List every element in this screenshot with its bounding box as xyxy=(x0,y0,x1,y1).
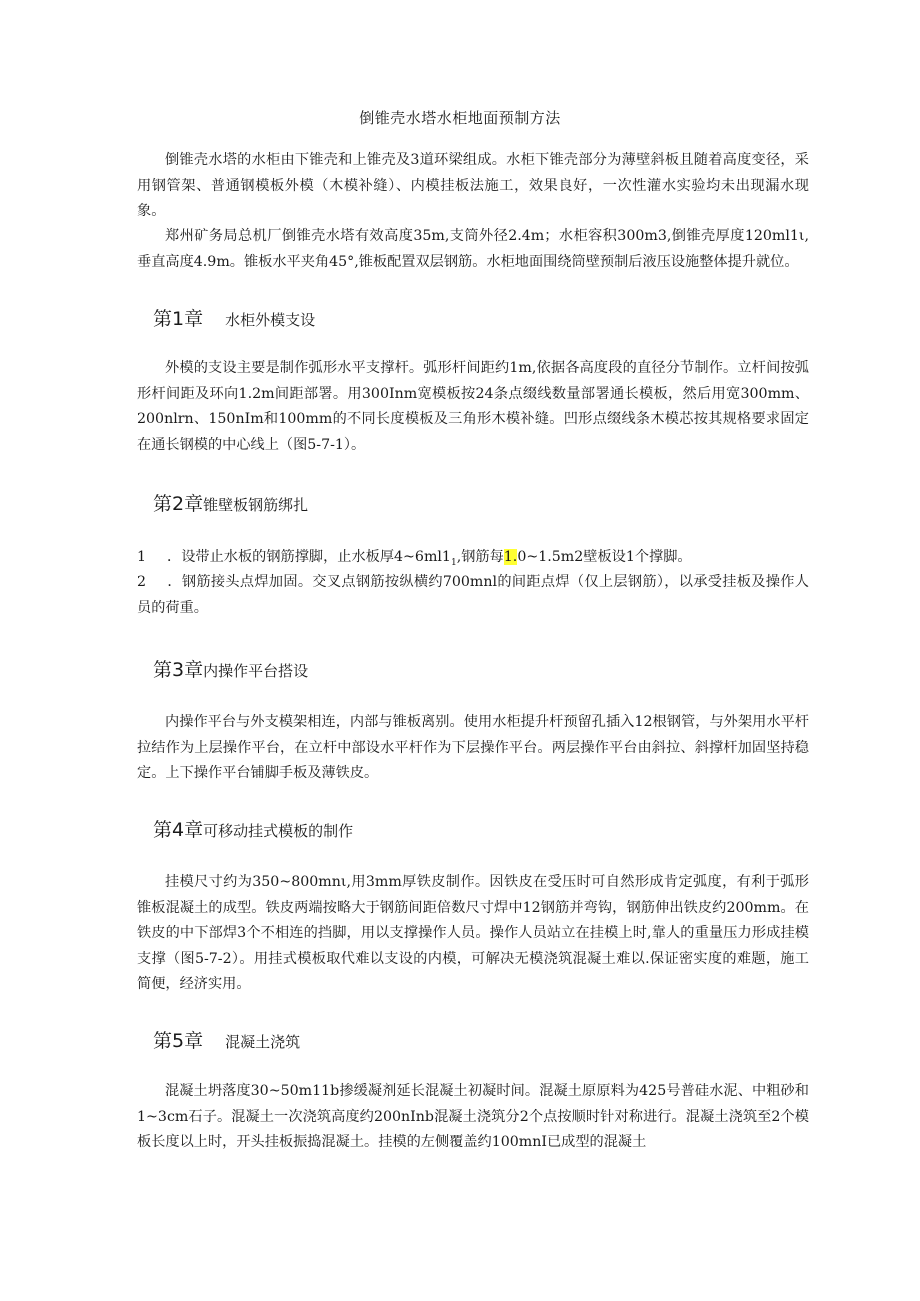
chapter-3-paragraph: 内操作平台与外支模架相连，内部与锥板离别。使用水柜提升杆预留孔插入12根钢管，与外架用水平杆拉结作为上层操作平台，在立杆中部设水平杆作为下层操作平台。两层操作平台由斜拉、斜撑杆加固坚持稳定。上下操作平台铺脚手板及薄铁皮。 xyxy=(137,714,809,781)
chapter-5-title: 混凝土浇筑 xyxy=(225,1033,301,1051)
chapter-3-number: 第3章 xyxy=(153,659,204,681)
chapter-5-number: 第5章 xyxy=(153,1030,204,1052)
chapter-2-title: 锥壁板钢筋绑扎 xyxy=(203,496,309,514)
chapter-5-heading xyxy=(153,1027,300,1056)
chapter-2-number: 第2章 xyxy=(153,493,204,515)
intro-paragraph-1: 倒锥壳水塔的水柜由下锥壳和上锥壳及3道环梁组成。水柜下锥壳部分为薄壁斜板且随着高度变径，采用钢管架、普通钢模板外模（木模补缝）、内模挂板法施工，效果良好，一次性灌水实验均未出现漏水现象。 xyxy=(137,152,809,219)
chapter-4-heading xyxy=(153,816,353,845)
list-number: 1 xyxy=(137,549,147,565)
intro-paragraph-2: 郑州矿务局总机厂倒锥壳水塔有效高度35m,支筒外径2.4m；水柜容积300m3,倒锥壳厚度120ml1ι,垂直高度4.9m。锥板水平夹角45°,锥板配置双层钢筋。水柜地面围绕筒壁预制后液压设施整体提升就位。 xyxy=(137,228,809,270)
chapter-3-heading xyxy=(153,656,308,685)
chapter-1-heading xyxy=(153,305,315,334)
chapter-4-number: 第4章 xyxy=(153,819,204,841)
document-title: 倒锥壳水塔水柜地面预制方法 xyxy=(359,109,561,127)
chapter-4-paragraph: 挂模尺寸约为350~800mnι,用3mm厚铁皮制作。因铁皮在受压时可自然形成肯定弧度，有利于弧形锥板混凝土的成型。铁皮两端按略大于钢筋间距倍数尺寸焊中12钢筋并弯钩，钢筋伸出铁皮约200mm。在铁皮的中下部焊3个不相连的挡脚，用以支撑操作人员。操作人员站立在挂模上时,靠人的重量压力形成挂模支撑（图5-7-2）。用挂式模板取代难以支设的内模，可解决无模浇筑混凝土难以.保证密实度的难题，施工简便，经济实用。 xyxy=(137,874,809,992)
chapter-3-title: 内操作平台搭设 xyxy=(203,662,309,680)
list-number: 2 xyxy=(137,574,147,590)
highlighted-text: 1. xyxy=(503,549,518,565)
chapter-2-item-1: 1 ．设带止水板的钢筋撑脚，止水板厚$4\sim 6ml1_1$,钢筋每1.0~1.5m2壁板设1个撑脚。 xyxy=(137,545,809,576)
chapter-2-item-2: 2 ．钢筋接头点焊加固。交叉点钢筋按纵横约700mnl的间距点焊（仅上层钢筋），以承受挂板及操作人员的荷重。 xyxy=(137,570,809,621)
chapter-4-title: 可移动挂式模板的制作 xyxy=(203,822,354,840)
chapter-1-number: 第1章 xyxy=(153,308,204,330)
chapter-1-title: 水柜外模支设 xyxy=(225,311,316,329)
chapter-2-heading xyxy=(153,490,308,519)
chapter-5-paragraph: 混凝土坍落度30~50m11b掺缓凝剂延长混凝土初凝时间。混凝土原原料为425号普硅水泥、中粗砂和1~3cm石子。混凝土一次浇筑高度约200nInb混凝土浇筑分2个点按顺时针对称进行。混凝土浇筑至2个模板长度以上时，开头挂板振捣混凝土。挂模的左侧覆盖约100mnI已成型的混凝土 xyxy=(137,1083,809,1150)
chapter-1-paragraph: 外模的支设主要是制作弧形水平支撑杆。弧形杆间距约1m,依据各高度段的直径分节制作。立杆间按弧形杆间距及环向1.2m间距部署。用300Inm宽模板按24条点缀线数量部署通长模板，然后用宽300mm、200nlrn、150nIm和100mm的不同长度模板及三角形木模补缝。凹形点缀线条木模芯按其规格要求固定在通长钢模的中心线上（图5-7-1）。 xyxy=(137,360,809,453)
